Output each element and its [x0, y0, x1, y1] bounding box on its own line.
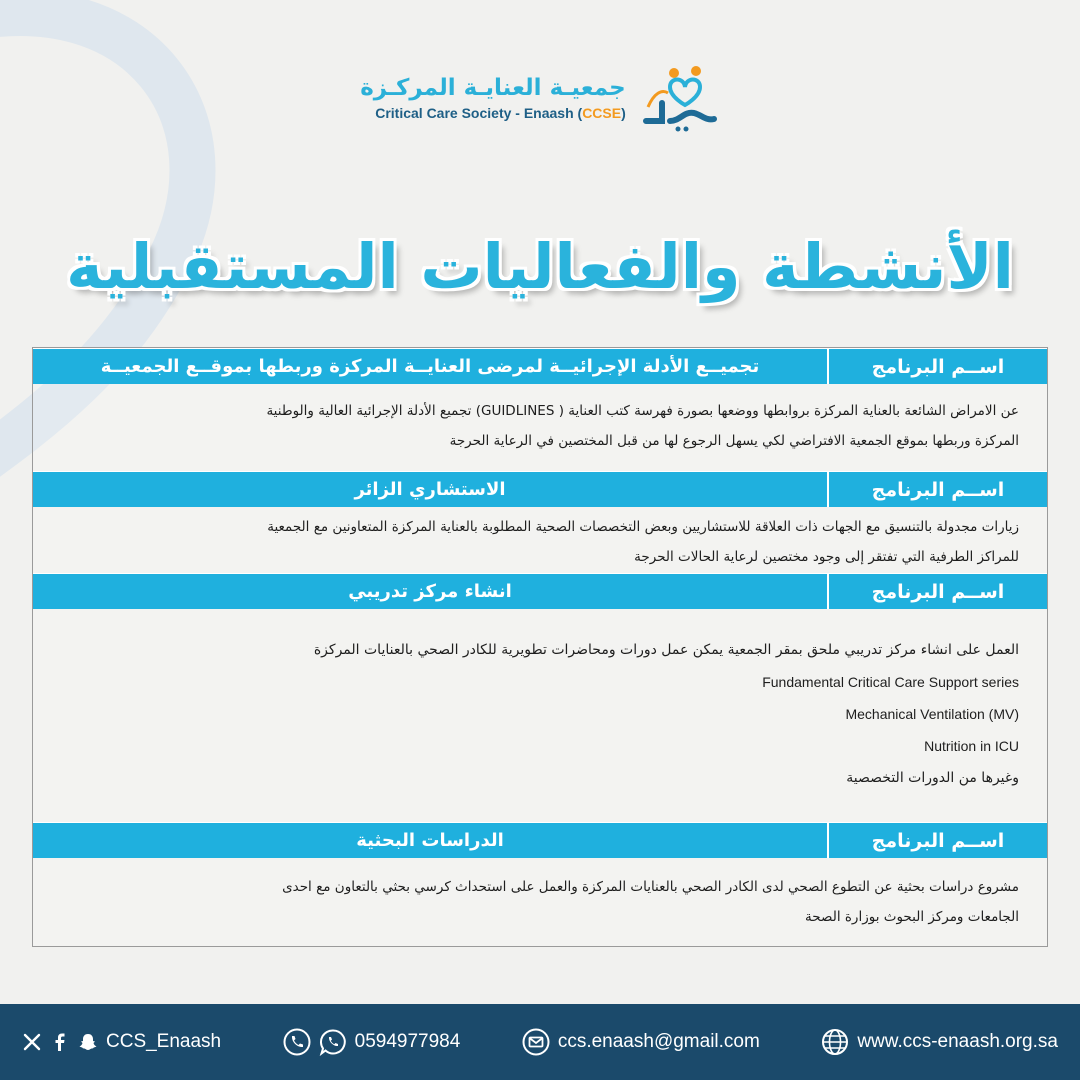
program-name: تجميــع الأدلة الإجرائيــة لمرضى العنايــة المركزة وربطها بموقــع الجمعيــة — [100, 356, 760, 377]
social-group — [22, 1031, 221, 1053]
program-header-row — [33, 471, 1047, 507]
org-name-english: Critical Care Society - Enaash (CCSE) — [375, 105, 626, 121]
program-description — [33, 396, 1047, 456]
snapchat-icon[interactable] — [78, 1032, 98, 1052]
course-item: Mechanical Ventilation (MV) — [845, 706, 1019, 722]
description-line: للمراكز الطرفية التي تفتقر إلى وجود مختصين لرعاية الحالات الحرجة — [634, 549, 1019, 565]
description-line: وغيرها من الدورات التخصصية — [846, 770, 1019, 786]
description-line: مشروع دراسات بحثية عن التطوع الصحي لدى الكادر الصحي بالعنايات المركزة والعمل على استحداث كرسي بحثي بالتعاون مع احدى — [282, 879, 1019, 895]
phone-number[interactable]: 0594977984 — [354, 1031, 461, 1052]
description-line: العمل على انشاء مركز تدريبي ملحق بمقر الجمعية يمكن عمل دورات ومحاضرات تطويرية للكادر الصحي بالعنايات المركزة — [313, 642, 1019, 658]
program-name: الاستشاري الزائر — [354, 479, 506, 500]
website-group — [821, 1028, 1058, 1056]
globe-icon[interactable] — [821, 1028, 849, 1056]
program-description — [33, 872, 1047, 932]
program-description — [33, 634, 1047, 794]
social-handle[interactable]: CCS_Enaash — [106, 1031, 222, 1052]
program-label: اســم البرنامج — [827, 472, 1047, 507]
contact-footer — [0, 1004, 1080, 1080]
program-label: اســم البرنامج — [827, 349, 1047, 384]
logo-text — [360, 73, 626, 123]
phone-group — [283, 1028, 461, 1056]
description-line: عن الامراض الشائعة بالعناية المركزة بروابطها ووضعها بصورة فهرسة كتب العناية ( GUIDLINES) تجميع الأدلة الإجرائية العالية والوطنية — [266, 403, 1019, 419]
enaash-logo-icon — [640, 63, 720, 133]
org-logo — [0, 58, 1080, 138]
email-group — [522, 1028, 760, 1056]
programs-table — [32, 347, 1048, 947]
page-title: الأنشطة والفعاليات المستقبلية — [66, 230, 1014, 303]
description-line: زيارات مجدولة بالتنسيق مع الجهات ذات العلاقة للاستشاريين وبعض التخصصات الصحية المطلوبة بالعناية المركزة المتعاونين مع الجمعية — [267, 519, 1019, 535]
program-name: انشاء مركز تدريبي — [348, 581, 512, 602]
org-abbreviation: CCSE — [582, 105, 622, 121]
course-item: Fundamental Critical Care Support series — [762, 674, 1019, 690]
description-line: المركزة وربطها بموقع الجمعية الافتراضي لكي يسهل الرجوع لها من قبل المختصين في الرعاية الحرجة — [449, 433, 1019, 449]
program-name: الدراسات البحثية — [356, 830, 504, 851]
email-icon[interactable] — [522, 1028, 550, 1056]
course-item: Nutrition in ICU — [924, 738, 1019, 754]
org-name-arabic: جمعيـة العنايـة المركـزة — [360, 75, 626, 101]
program-header-row — [33, 348, 1047, 384]
program-label: اســم البرنامج — [827, 823, 1047, 858]
program-label: اســم البرنامج — [827, 574, 1047, 609]
facebook-icon[interactable] — [50, 1032, 70, 1052]
email-address[interactable]: ccs.enaash@gmail.com — [557, 1031, 760, 1052]
x-twitter-icon[interactable] — [22, 1032, 42, 1052]
program-header-row — [33, 573, 1047, 609]
description-line: الجامعات ومركز البحوث بوزارة الصحة — [805, 909, 1019, 925]
whatsapp-icon[interactable] — [319, 1028, 347, 1056]
phone-icon[interactable] — [283, 1028, 311, 1056]
website-url[interactable]: www.ccs-enaash.org.sa — [857, 1031, 1058, 1052]
program-header-row — [33, 822, 1047, 858]
program-description — [33, 512, 1047, 572]
